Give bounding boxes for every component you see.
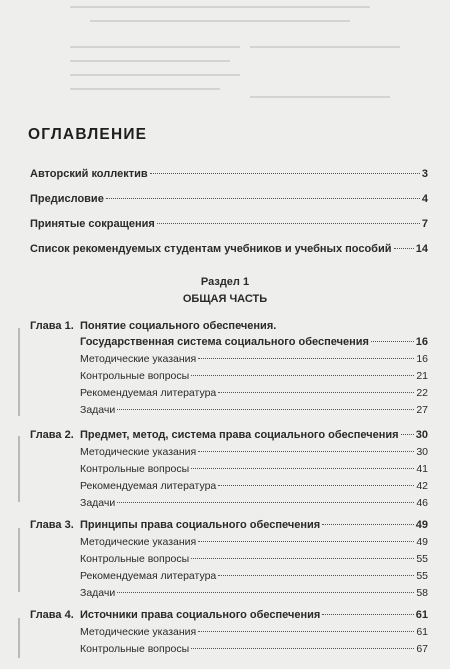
leader-dots [218,574,414,576]
subsection-entry[interactable] [80,587,428,599]
chapter-title: Предмет, метод, система права социального обеспечения [80,429,399,441]
chapter-rule [18,528,20,592]
toc-entry-label: Авторский коллектив [30,168,148,180]
chapter-title: Источники права социального обеспечения [80,609,321,621]
subsection-entry[interactable] [80,570,428,582]
chapter-rule [18,436,20,502]
subsection-page: 42 [416,480,428,492]
leader-dots [401,433,414,435]
toc-entry-page: 4 [421,193,428,205]
chapter-page: 61 [415,609,428,621]
subsection-page: 27 [416,404,428,416]
subsection-label: Методические указания [80,446,197,458]
chapter-title-line1: Понятие социального обеспечения. [80,320,277,332]
subsection-page: 30 [416,446,428,458]
subsection-entry[interactable] [80,536,428,548]
subsection-entry[interactable] [80,497,428,509]
subsection-entry[interactable] [80,553,428,565]
chapter-title-line2: Государственная система социального обеспечения [80,336,369,348]
chapter-number: Глава 3. [30,519,74,531]
subsection-page: 49 [416,536,428,548]
leader-dots [191,557,414,559]
toc-entry-page: 3 [421,168,428,180]
chapter-2-entry[interactable] [30,429,428,441]
subsection-entry[interactable] [80,370,428,382]
subsection-page: 55 [416,570,428,582]
leader-dots [322,523,414,525]
toc-entry-label: Принятые сокращения [30,218,155,230]
subsection-page: 55 [416,553,428,565]
toc-heading: ОГЛАВЛЕНИЕ [28,126,148,143]
bleed-through-area [0,0,450,120]
chapter-rule [18,328,20,416]
chapter-number: Глава 1. [30,320,74,332]
section-title: ОБЩАЯ ЧАСТЬ [182,293,268,305]
chapter-number: Глава 4. [30,609,74,621]
subsection-label: Рекомендуемая литература [80,570,217,582]
subsection-page: 16 [416,353,428,365]
leader-dots [371,340,414,342]
leader-dots [117,501,414,503]
subsection-label: Методические указания [80,626,197,638]
subsection-label: Задачи [80,497,116,509]
chapter-4-entry[interactable] [30,609,428,621]
subsection-label: Контрольные вопросы [80,370,190,382]
toc-entry[interactable] [30,218,428,230]
subsection-label: Методические указания [80,536,197,548]
subsection-entry[interactable] [80,446,428,458]
subsection-label: Контрольные вопросы [80,463,190,475]
chapter-1-heading[interactable] [30,320,276,332]
subsection-entry[interactable] [80,480,428,492]
leader-dots [198,450,414,452]
leader-dots [218,484,414,486]
subsection-entry[interactable] [80,643,428,655]
toc-entry-page: 14 [415,243,428,255]
leader-dots [218,391,414,393]
leader-dots [106,197,420,199]
leader-dots [117,591,414,593]
subsection-entry[interactable] [80,404,428,416]
chapter-1-entry[interactable] [80,336,428,348]
subsection-page: 58 [416,587,428,599]
subsection-label: Контрольные вопросы [80,553,190,565]
toc-entry[interactable] [30,243,428,255]
subsection-page: 22 [416,387,428,399]
toc-entry-page: 7 [421,218,428,230]
chapter-page: 30 [415,429,428,441]
leader-dots [198,357,414,359]
chapter-title: Принципы права социального обеспечения [80,519,321,531]
subsection-label: Контрольные вопросы [80,643,190,655]
subsection-label: Рекомендуемая литература [80,480,217,492]
leader-dots [117,408,414,410]
leader-dots [191,647,414,649]
subsection-entry[interactable] [80,387,428,399]
subsection-page: 41 [416,463,428,475]
chapter-page: 49 [415,519,428,531]
leader-dots [322,613,413,615]
subsection-page: 46 [416,497,428,509]
subsection-label: Задачи [80,587,116,599]
chapter-page: 16 [415,336,428,348]
leader-dots [198,540,414,542]
subsection-entry[interactable] [80,463,428,475]
leader-dots [191,374,414,376]
subsection-entry[interactable] [80,626,428,638]
subsection-page: 61 [416,626,428,638]
subsection-page: 21 [416,370,428,382]
chapter-3-entry[interactable] [30,519,428,531]
subsection-label: Задачи [80,404,116,416]
leader-dots [394,247,414,249]
chapter-number: Глава 2. [30,429,74,441]
leader-dots [191,467,414,469]
subsection-page: 67 [416,643,428,655]
chapter-rule [18,618,20,658]
toc-entry[interactable] [30,193,428,205]
toc-entry[interactable] [30,168,428,180]
leader-dots [150,172,420,174]
section-number: Раздел 1 [200,276,250,288]
leader-dots [157,222,420,224]
subsection-label: Рекомендуемая литература [80,387,217,399]
toc-entry-label: Список рекомендуемых студентам учебников и учебных пособий [30,243,392,255]
subsection-entry[interactable] [80,353,428,365]
subsection-label: Методические указания [80,353,197,365]
toc-entry-label: Предисловие [30,193,104,205]
leader-dots [198,630,414,632]
